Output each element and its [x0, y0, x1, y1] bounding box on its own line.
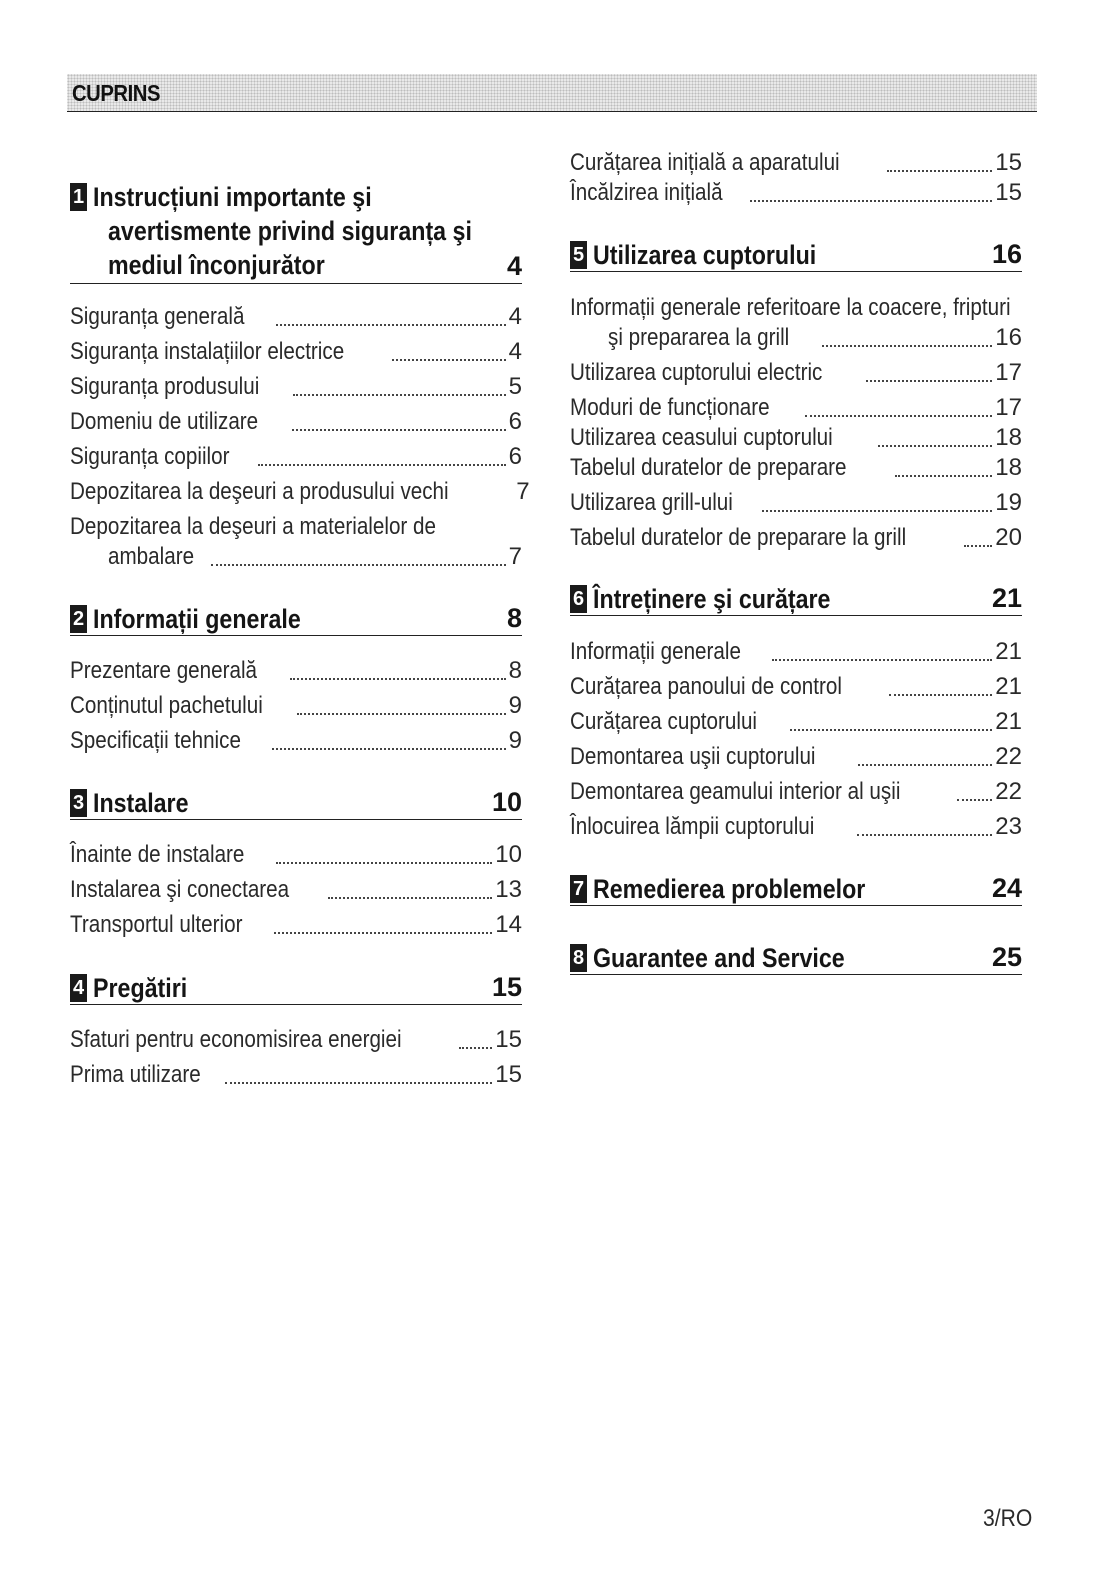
toc-entry[interactable]	[570, 777, 1022, 807]
section-1-title-line3: mediul înconjurător	[108, 250, 325, 280]
toc-entry-line1[interactable]	[570, 293, 1022, 323]
toc-entry-text: Curățarea inițială a aparatului	[570, 149, 840, 176]
dot-leader	[957, 798, 992, 801]
toc-entry-text: Curățarea panoului de control	[570, 673, 842, 700]
toc-entry-page: 17	[995, 394, 1022, 421]
toc-entry-page: 19	[995, 489, 1022, 516]
toc-entry[interactable]	[70, 875, 522, 905]
toc-entry-page: 7	[508, 543, 522, 570]
toc-entry-text	[570, 323, 819, 353]
toc-entry-text: Utilizarea grill-ului	[570, 489, 733, 516]
toc-entry[interactable]	[70, 840, 522, 870]
toc-entry-page: 18	[995, 424, 1022, 451]
toc-entry-text: Utilizarea ceasului cuptorului	[570, 424, 833, 451]
toc-entry[interactable]	[570, 393, 1022, 423]
toc-entry[interactable]	[570, 742, 1022, 772]
toc-entry[interactable]	[70, 477, 530, 507]
dot-leader	[274, 931, 493, 934]
toc-entry-page: 17	[995, 359, 1022, 386]
toc-entry-page: 23	[995, 813, 1022, 840]
dot-leader	[225, 1081, 492, 1084]
dot-leader	[293, 393, 505, 396]
toc-entry-text: Moduri de funcționare	[570, 394, 770, 421]
toc-entry-text: Informații generale referitoare la coacere, fripturi	[570, 294, 1011, 321]
toc-entry-text: Înainte de instalare	[70, 841, 245, 868]
toc-entry[interactable]	[70, 302, 522, 332]
toc-entry-text: Tabelul duratelor de preparare la grill	[570, 524, 907, 551]
section-3-title: Instalare	[93, 788, 189, 818]
toc-entry-page: 15	[995, 149, 1022, 176]
toc-entry-page: 22	[995, 743, 1022, 770]
dot-leader	[858, 763, 992, 766]
dot-leader	[292, 428, 506, 431]
toc-entry-text	[70, 542, 208, 572]
toc-entry[interactable]	[570, 178, 1022, 208]
section-5-number: 5	[570, 241, 587, 269]
section-4-number: 4	[70, 974, 87, 1002]
toc-entry[interactable]	[70, 337, 522, 367]
section-4-page: 15	[491, 972, 522, 1002]
dot-leader	[878, 444, 992, 447]
dot-leader	[297, 712, 505, 715]
toc-entry-page: 16	[995, 324, 1022, 351]
dot-leader	[750, 199, 992, 202]
header-bar	[67, 74, 1037, 112]
dot-leader	[790, 728, 992, 731]
section-7-title: Remedierea problemelor	[593, 874, 866, 904]
dot-leader	[258, 463, 505, 466]
section-7-heading[interactable]	[570, 872, 1022, 906]
toc-entry-text: Specificații tehnice	[70, 727, 241, 754]
toc-entry-text-inner: ambalare	[108, 543, 195, 570]
toc-entry-text: Siguranța instalațiilor electrice	[70, 338, 345, 365]
toc-entry-text: Prezentare generală	[70, 657, 258, 684]
toc-entry-page: 8	[508, 657, 522, 684]
toc-entry-text: Înlocuirea lămpii cuptorului	[570, 813, 815, 840]
section-1-title-line1: Instrucțiuni importante şi	[93, 182, 372, 212]
dot-leader	[857, 833, 992, 836]
toc-entry-text: Transportul ulterior	[70, 911, 243, 938]
toc-entry-page: 9	[508, 692, 522, 719]
toc-entry[interactable]	[570, 358, 1022, 388]
toc-entry[interactable]	[70, 372, 522, 402]
toc-entry-page: 9	[508, 727, 522, 754]
section-6-page: 21	[991, 583, 1022, 613]
toc-entry[interactable]	[70, 542, 522, 572]
dot-leader	[272, 747, 506, 750]
toc-entry-page: 13	[495, 876, 522, 903]
toc-entry[interactable]	[570, 672, 1022, 702]
toc-entry-text: Conținutul pachetului	[70, 692, 263, 719]
toc-entry-text: Siguranța generală	[70, 303, 245, 330]
toc-entry-page: 10	[495, 841, 522, 868]
toc-entry[interactable]	[570, 707, 1022, 737]
toc-entry-page: 5	[508, 373, 522, 400]
section-3-heading[interactable]	[70, 786, 522, 820]
page-number: 3/RO	[983, 1505, 1033, 1532]
toc-entry-text: Instalarea şi conectarea	[70, 876, 290, 903]
toc-entry[interactable]	[70, 656, 522, 686]
toc-entry-page: 4	[508, 303, 522, 330]
toc-entry-page: 21	[995, 673, 1022, 700]
dot-leader	[822, 344, 993, 347]
toc-entry-text: Informații generale	[570, 638, 741, 665]
page-title: CUPRINS	[72, 80, 161, 106]
toc-entry-text: Depozitarea la deşeuri a materialelor de	[70, 513, 436, 540]
dot-leader	[895, 474, 993, 477]
dot-leader	[392, 358, 506, 361]
dot-leader	[459, 1046, 493, 1049]
toc-entry-page: 6	[508, 408, 522, 435]
section-8-heading[interactable]	[570, 941, 1022, 975]
section-2-heading[interactable]	[70, 602, 522, 636]
section-4-heading[interactable]	[70, 971, 522, 1005]
section-8-page: 25	[991, 942, 1022, 972]
dot-leader	[328, 896, 492, 899]
dot-leader	[762, 509, 992, 512]
toc-entry[interactable]	[70, 726, 522, 756]
toc-entry-text: Depozitarea la deşeuri a produsului vechi	[70, 478, 449, 505]
dot-leader	[276, 861, 492, 864]
toc-entry-page: 21	[995, 708, 1022, 735]
toc-entry-page: 20	[995, 524, 1022, 551]
dot-leader	[276, 323, 506, 326]
dot-leader	[964, 544, 992, 547]
section-2-page: 8	[506, 603, 522, 633]
toc-entry-text: Domeniu de utilizare	[70, 408, 259, 435]
section-5-page: 16	[991, 239, 1022, 269]
dot-leader	[211, 563, 506, 566]
section-8-number: 8	[570, 944, 587, 972]
toc-entry-text: Încălzirea inițială	[570, 179, 723, 206]
section-1-number: 1	[70, 183, 87, 211]
toc-entry-text: Sfaturi pentru economisirea energiei	[70, 1026, 402, 1053]
dot-leader	[805, 414, 992, 417]
toc-entry[interactable]	[70, 407, 522, 437]
toc-entry-page: 7	[516, 478, 530, 505]
section-1-page: 4	[506, 251, 522, 281]
toc-entry-text: Tabelul duratelor de preparare	[570, 454, 847, 481]
toc-entry[interactable]	[570, 323, 1022, 353]
toc-entry[interactable]	[70, 910, 522, 940]
toc-entry[interactable]	[70, 1025, 522, 1055]
toc-entry-text: Demontarea uşii cuptorului	[570, 743, 816, 770]
dot-leader	[887, 169, 993, 172]
section-6-heading[interactable]	[570, 582, 1022, 616]
toc-entry[interactable]	[570, 488, 1022, 518]
toc-entry[interactable]	[570, 637, 1022, 667]
section-4-title: Pregătiri	[93, 973, 188, 1003]
toc-entry-page: 6	[508, 443, 522, 470]
toc-entry-text: Siguranța produsului	[70, 373, 260, 400]
dot-leader	[772, 658, 993, 661]
toc-entry-page: 14	[495, 911, 522, 938]
section-3-number: 3	[70, 789, 87, 817]
section-1-title-line2: avertismente privind siguranța şi	[108, 216, 472, 246]
section-6-number: 6	[570, 585, 587, 613]
section-2-number: 2	[70, 605, 87, 633]
toc-entry-text: Curățarea cuptorului	[570, 708, 758, 735]
toc-entry-text-inner: şi prepararea la grill	[608, 324, 790, 351]
toc-entry-page: 15	[495, 1061, 522, 1088]
dot-leader	[290, 677, 505, 680]
toc-entry[interactable]	[70, 1060, 522, 1090]
section-5-heading[interactable]	[570, 238, 1022, 272]
toc-entry-page: 4	[508, 338, 522, 365]
toc-entry[interactable]	[570, 423, 1022, 453]
toc-entry-text: Prima utilizare	[70, 1061, 201, 1088]
section-8-title: Guarantee and Service	[593, 943, 845, 973]
dot-leader	[866, 379, 992, 382]
toc-entry-page: 18	[995, 454, 1022, 481]
toc-entry-page: 15	[495, 1026, 522, 1053]
section-2-title: Informații generale	[93, 604, 301, 634]
section-6-title: Întreținere şi curățare	[593, 584, 831, 614]
toc-entry-page: 15	[995, 179, 1022, 206]
toc-entry[interactable]	[570, 453, 1022, 483]
section-3-page: 10	[491, 787, 522, 817]
toc-entry-text: Utilizarea cuptorului electric	[570, 359, 823, 386]
dot-leader	[889, 693, 992, 696]
toc-entry-text: Siguranța copiilor	[70, 443, 230, 470]
section-1-heading[interactable]	[70, 180, 522, 284]
toc-entry[interactable]	[570, 812, 1022, 842]
toc-entry[interactable]	[70, 442, 522, 472]
toc-entry-page: 22	[995, 778, 1022, 805]
section-7-number: 7	[570, 875, 587, 903]
toc-entry-page: 21	[995, 638, 1022, 665]
section-5-title: Utilizarea cuptorului	[593, 240, 817, 270]
toc-entry[interactable]	[570, 523, 1022, 553]
toc-entry-text: Demontarea geamului interior al uşii	[570, 778, 901, 805]
toc-entry-line1[interactable]	[70, 512, 522, 542]
toc-entry[interactable]	[570, 148, 1022, 178]
toc-entry[interactable]	[70, 691, 522, 721]
section-7-page: 24	[991, 873, 1022, 903]
